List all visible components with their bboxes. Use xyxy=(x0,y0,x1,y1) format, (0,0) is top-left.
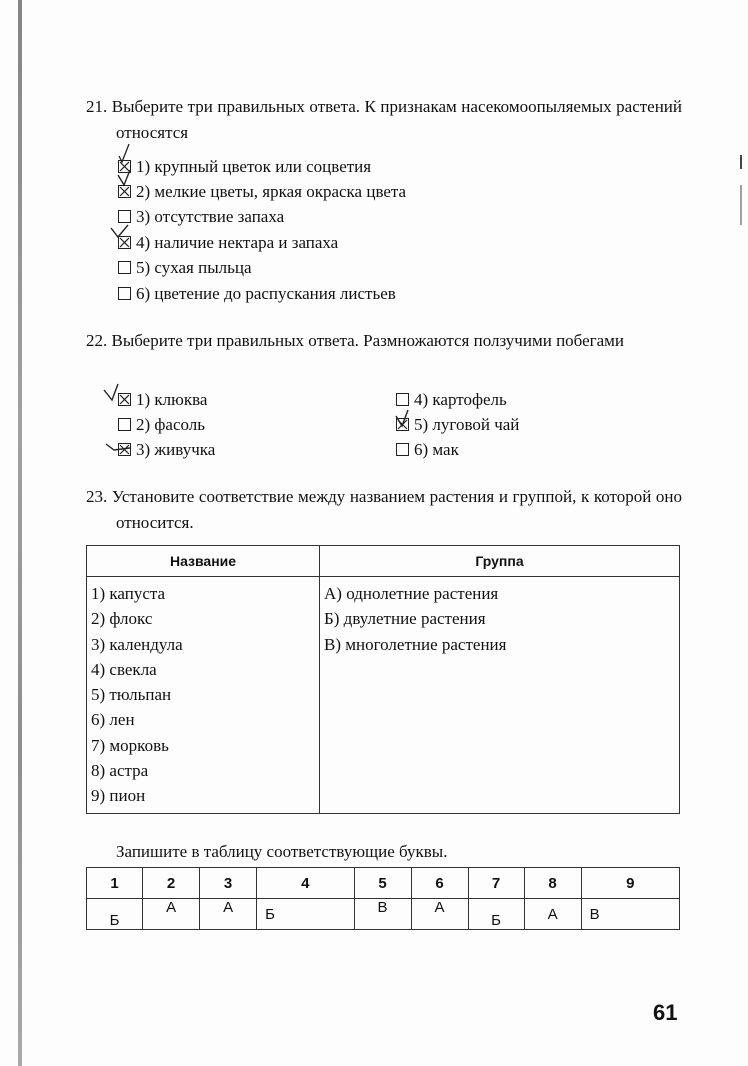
list-item: А) однолетние растения xyxy=(324,584,499,603)
question-number: 22. xyxy=(86,331,108,350)
answer-cell[interactable]: Б xyxy=(257,899,354,930)
answer-header: 9 xyxy=(581,868,679,899)
answer-cell[interactable]: А xyxy=(200,899,257,930)
q22-option-1[interactable]: 1) клюква xyxy=(118,390,207,410)
list-item: 8) астра xyxy=(91,761,149,781)
q21-option-3[interactable]: 3) отсутствие запаха xyxy=(118,207,284,227)
answer-cell[interactable]: А xyxy=(143,899,200,930)
list-item: 2) флокс xyxy=(91,609,153,629)
scan-mark xyxy=(740,155,742,169)
checkbox[interactable] xyxy=(118,261,131,274)
answer-table xyxy=(86,867,680,930)
answer-cell[interactable]: В xyxy=(354,899,411,930)
list-item: 1) капуста xyxy=(91,584,166,603)
plants-list xyxy=(87,577,320,814)
q21-option-6[interactable]: 6) цветение до распускания листьев xyxy=(118,284,396,304)
q21-option-5[interactable]: 5) сухая пыльца xyxy=(118,258,252,278)
matching-table xyxy=(86,545,680,814)
q22-option-3[interactable]: 3) живучка xyxy=(118,440,215,460)
handwritten-checkmarks xyxy=(100,378,430,468)
list-item: 7) морковь xyxy=(91,735,169,755)
answer-cell[interactable]: Б xyxy=(87,899,143,930)
answer-header: 4 xyxy=(257,868,354,899)
handwritten-checkmarks xyxy=(110,140,140,250)
page-number: 61 xyxy=(653,1000,678,1025)
answer-header: 8 xyxy=(524,868,581,899)
checkbox[interactable] xyxy=(118,287,131,300)
scan-mark xyxy=(740,185,742,225)
list-item: Б) двулетние растения xyxy=(324,609,486,629)
list-item: 4) свекла xyxy=(91,659,157,679)
question-22 xyxy=(86,328,682,354)
question-text: Выберите три правильных ответа. К признакам насекомоопыляемых растений относятся xyxy=(111,97,683,142)
question-text: Выберите три правильных ответа. Размножаются ползучими побегами xyxy=(111,331,625,350)
question-21 xyxy=(86,94,682,146)
question-23 xyxy=(86,484,682,536)
q22-option-4[interactable]: 4) картофель xyxy=(396,390,507,410)
list-item: 3) календула xyxy=(91,634,183,654)
question-number: 21. xyxy=(86,97,108,116)
answer-header: 6 xyxy=(411,868,468,899)
q22-option-2[interactable]: 2) фасоль xyxy=(118,415,205,435)
scan-edge xyxy=(18,0,22,1066)
column-header-group: Группа xyxy=(320,546,680,577)
question-text: Установите соответствие между названием растения и группой, к которой оно относится. xyxy=(111,487,683,532)
q21-option-1[interactable]: 1) крупный цветок или соцветия xyxy=(118,157,371,177)
column-header-name: Название xyxy=(87,546,320,577)
q22-option-5[interactable]: 5) луговой чай xyxy=(396,415,519,435)
answer-header: 2 xyxy=(143,868,200,899)
list-item: В) многолетние растения xyxy=(324,634,507,654)
question-number: 23. xyxy=(86,487,108,506)
groups-list xyxy=(320,577,680,814)
answer-cell[interactable]: Б xyxy=(468,899,524,930)
q22-option-6[interactable]: 6) мак xyxy=(396,440,459,460)
list-item: 6) лен xyxy=(91,710,135,730)
q21-option-4[interactable]: 4) наличие нектара и запаха xyxy=(118,233,338,253)
answer-header: 7 xyxy=(468,868,524,899)
answer-cell[interactable]: А xyxy=(411,899,468,930)
answer-cell[interactable]: А xyxy=(524,899,581,930)
list-item: 9) пион xyxy=(91,786,146,806)
answer-cell[interactable]: В xyxy=(581,899,679,930)
answer-header: 5 xyxy=(354,868,411,899)
answer-header: 1 xyxy=(87,868,143,899)
answer-instruction: Запишите в таблицу соответствующие буквы. xyxy=(116,842,448,861)
answer-header: 3 xyxy=(200,868,257,899)
list-item: 5) тюльпан xyxy=(91,685,172,705)
q21-option-2[interactable]: 2) мелкие цветы, яркая окраска цвета xyxy=(118,182,406,202)
